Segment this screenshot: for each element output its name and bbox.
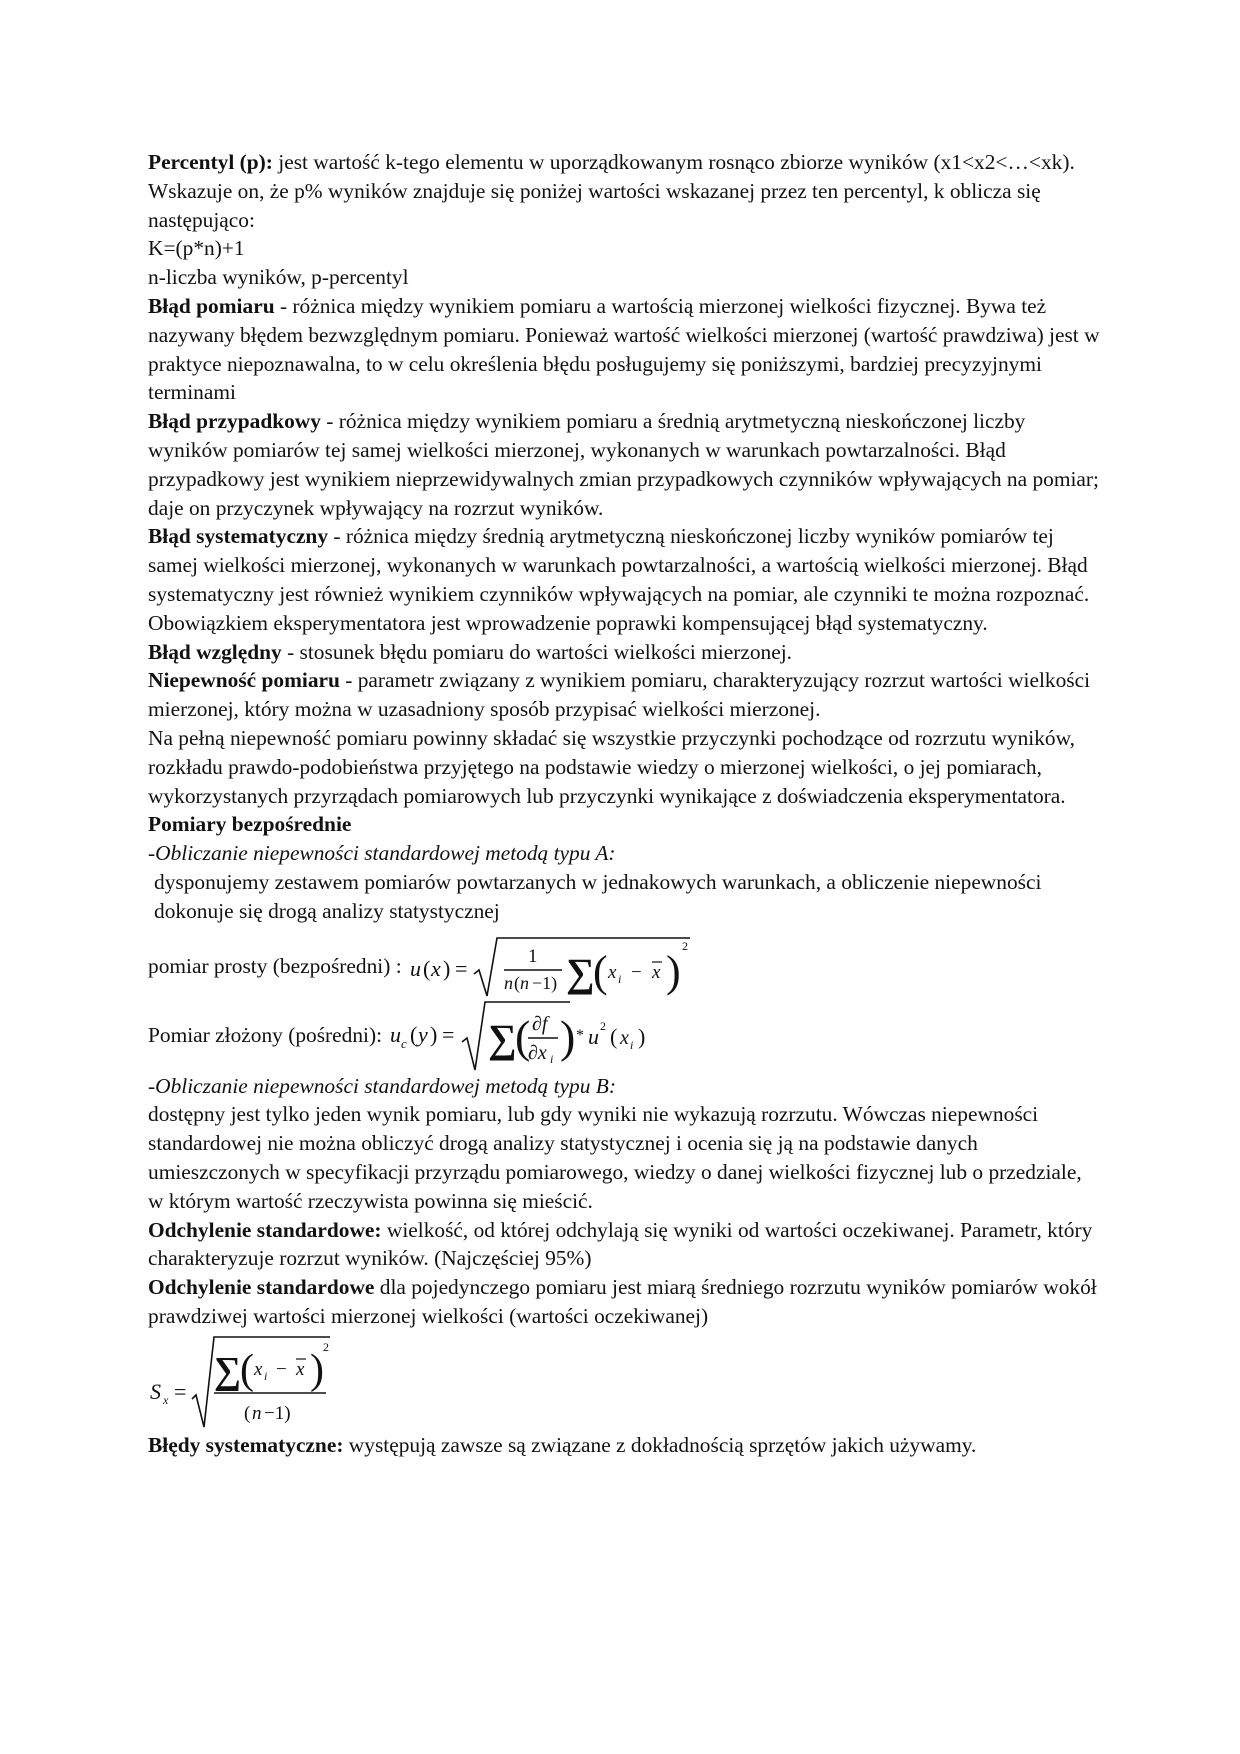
svg-text:): ) — [442, 955, 450, 981]
svg-text:n: n — [519, 972, 529, 993]
odchylenie-paragraph-2 — [148, 1273, 1100, 1331]
svg-text:(: ( — [610, 1023, 618, 1049]
blad-przypadkowy-definition: - różnica między wynikiem pomiaru a średnią arytmetyczną nieskończonej liczby wyników pomiarów tej samej wielkości mierzonej, wykonanych w warunkach powtarzalności. Błąd przypadkowy jest wynikiem nieprzewidywalnych zmian przypadkowych czynników wpływających na pomiar; daje on przyczynek wpływający na rozrzut wyników. — [148, 409, 1099, 520]
svg-text:−1): −1) — [531, 972, 557, 993]
term-niepewnosc-pomiaru: Niepewność pomiaru — [148, 668, 340, 693]
svg-text:∑: ∑ — [565, 949, 595, 995]
svg-text:∂f: ∂f — [532, 1012, 548, 1035]
svg-text:y: y — [418, 1021, 428, 1047]
blad-pomiaru-definition: - różnica między wynikiem pomiaru a wartością mierzonej wielkości fizycznej. Bywa też nazywany błędem bezwzględnym pomiaru. Ponieważ wartość wielkości mierzonej (wartość prawdziwa) jest w praktyce niepoznawalna, to w celu określenia błędu posługujemy się poniższymi, bardziej precyzyjnymi terminami — [148, 293, 1100, 405]
pomiary-heading-text: Pomiary bezpośrednie — [148, 812, 352, 837]
svg-text:i: i — [550, 1051, 554, 1066]
svg-text:x: x — [607, 961, 617, 983]
svg-text:=: = — [442, 1021, 455, 1047]
svg-text:(: ( — [244, 1402, 251, 1424]
svg-text:u: u — [409, 955, 421, 981]
svg-text:(: ( — [240, 1346, 254, 1393]
term-blad-wzgledny: Błąd względny — [148, 639, 282, 664]
type-b-heading — [148, 1072, 1100, 1101]
svg-text:−: − — [630, 961, 642, 983]
niepewnosc-paragraph — [148, 666, 1100, 724]
svg-text:2: 2 — [600, 1018, 607, 1033]
svg-text:): ) — [310, 1346, 324, 1393]
percentyl-legend: n-liczba wyników, p-percentyl — [148, 265, 409, 290]
type-a-heading-text: -Obliczanie niepewności standardowej metodą typu A: — [148, 841, 616, 866]
blad-systematyczny-paragraph — [148, 522, 1100, 637]
svg-text:x: x — [651, 961, 661, 983]
svg-text:*: * — [576, 1026, 585, 1044]
percentyl-paragraph — [148, 148, 1100, 234]
svg-text:−: − — [276, 1358, 287, 1380]
term-percentyl: Percentyl (p): — [148, 150, 273, 174]
svg-text:(: ( — [515, 1010, 531, 1062]
bledy-systematyczne-definition: występują zawsze są związane z dokładnością sprzętów jakich używamy. — [343, 1432, 977, 1457]
svg-text:u: u — [390, 1021, 402, 1047]
svg-text:c: c — [401, 1035, 407, 1051]
odchylenie-definition-1: wielkość, od której odchylają się wyniki od wartości oczekiwanej. Parametr, który charakteryzuje rozrzut wyników. (Najczęściej 95%) — [148, 1217, 1093, 1271]
formula-complex-equation — [382, 1000, 672, 1072]
svg-text:): ) — [665, 946, 681, 996]
bledy-systematyczne-paragraph — [148, 1431, 1100, 1460]
formula-simple-equation — [402, 934, 692, 1000]
svg-text:u: u — [588, 1023, 600, 1049]
svg-text:∑: ∑ — [214, 1349, 242, 1392]
formula-standard-deviation — [148, 1333, 1100, 1431]
blad-wzgledny-definition: - stosunek błędu pomiaru do wartości wielkości mierzonej. — [281, 639, 793, 664]
svg-text:(: ( — [592, 946, 608, 996]
svg-text:): ) — [430, 1021, 438, 1047]
type-a-heading — [148, 839, 1100, 868]
odchylenie-paragraph-1 — [148, 1216, 1100, 1274]
svg-text:2: 2 — [681, 938, 688, 953]
formula-simple-label: pomiar prosty (bezpośredni) : — [148, 954, 402, 979]
niepewnosc-components-paragraph: Na pełną niepewność pomiaru powinny składać się wszystkie przyczynki pochodzące od rozrzutu wyników, rozkładu prawdo-podobieństwa przyjętego na podstawie wiedzy o mierzonej wielkości, o jej pomiarach, wykorzystanych przyrządach pomiarowych lub przyczynki wynikające z doświadczenia eksperymentatora. — [148, 725, 1076, 808]
svg-text:S: S — [150, 1378, 161, 1404]
svg-text:x: x — [254, 1358, 263, 1380]
svg-text:=: = — [454, 955, 468, 981]
svg-text:1: 1 — [527, 945, 538, 967]
svg-text:i: i — [630, 1037, 634, 1052]
blad-przypadkowy-paragraph — [148, 407, 1100, 522]
svg-text:2: 2 — [323, 1339, 329, 1354]
svg-text:(: ( — [422, 955, 430, 981]
term-odchylenie-2: Odchylenie standardowe — [148, 1275, 375, 1300]
pomiary-heading — [148, 810, 1100, 839]
formula-complex-measurement — [148, 1000, 1100, 1072]
percentyl-formula: K=(p*n)+1 — [148, 236, 245, 261]
odchylenie-definition-2: dla pojedynczego pomiaru jest miarą średniego rozrzutu wyników pomiarów wokół prawdziwej wartości mierzonej wielkości (wartości oczekiwanej) — [148, 1275, 1097, 1328]
percentyl-definition: jest wartość k-tego elementu w uporządkowanym rosnąco zbiorze wyników (x1<x2<…<xk). Wskazuje on, że p% wyników znajduje się poniżej wartości wskazanej przez ten percentyl, k oblicza się następująco: — [148, 150, 1075, 232]
type-b-description: dostępny jest tylko jeden wynik pomiaru, lub gdy wyniki nie wykazują rozrzutu. Wówczas niepewności standardowej nie można obliczyć drogą analizy statystycznej i ocenia się ją na podstawie danych umieszczonych w specyfikacji przyrządu pomiarowego, wiedzy o danej wielkości fizycznej lub o przedziale, w którym wartość rzeczywista powinna się mieścić. — [148, 1102, 1082, 1213]
svg-text:): ) — [560, 1010, 576, 1062]
document-body — [148, 148, 1100, 1459]
svg-text:x: x — [620, 1026, 629, 1049]
type-a-description: dysponujemy zestawem pomiarów powtarzanych w jednakowych warunkach, a obliczenie niepewności dokonuje się drogą analizy statystycznej — [154, 869, 1042, 923]
svg-text:n: n — [252, 1402, 262, 1424]
niepewnosc-definition: - parametr związany z wynikiem pomiaru, charakteryzujący rozrzut wartości wielkości mierzonej, który można w uzasadniony sposób przypisać wielkości mierzonej. — [148, 668, 1091, 722]
type-b-heading-text: -Obliczanie niepewności standardowej metodą typu B: — [148, 1073, 616, 1098]
svg-text:x: x — [296, 1358, 305, 1380]
svg-text:(: ( — [513, 972, 520, 993]
term-blad-pomiaru: Błąd pomiaru — [148, 293, 275, 318]
blad-wzgledny-paragraph — [148, 638, 1100, 667]
svg-text:=: = — [174, 1378, 187, 1404]
svg-text:−1): −1) — [264, 1402, 291, 1424]
svg-text:): ) — [638, 1023, 646, 1049]
term-odchylenie-1: Odchylenie standardowe: — [148, 1217, 382, 1242]
svg-text:i: i — [617, 971, 621, 986]
svg-text:x: x — [430, 955, 441, 981]
svg-text:n: n — [503, 972, 513, 993]
svg-text:∑: ∑ — [488, 1015, 517, 1061]
blad-systematyczny-definition: - różnica między średnią arytmetyczną nieskończonej liczby wyników pomiarów tej samej wielkości mierzonej, wykonanych w warunkach powtarzalności, a wartością wielkości mierzonej. Błąd systematyczny jest również wynikiem czynników wpływających na pomiar, ale czynniki te można rozpoznać. Obowiązkiem eksperymentatora jest wprowadzenie poprawki kompensującej błąd systematyczny. — [148, 524, 1090, 635]
blad-pomiaru-paragraph — [148, 292, 1100, 407]
formula-simple-measurement — [148, 934, 1100, 1000]
term-bledy-systematyczne: Błędy systematyczne: — [148, 1432, 344, 1457]
svg-text:∂x: ∂x — [528, 1041, 547, 1064]
formula-complex-label: Pomiar złożony (pośredni): — [148, 1023, 383, 1048]
formula-standard-deviation-equation — [148, 1333, 338, 1431]
svg-text:i: i — [264, 1368, 268, 1383]
svg-text:(: ( — [410, 1021, 418, 1047]
svg-text:x: x — [163, 1392, 169, 1407]
term-blad-przypadkowy: Błąd przypadkowy — [148, 409, 321, 434]
term-blad-systematyczny: Błąd systematyczny — [148, 524, 329, 549]
